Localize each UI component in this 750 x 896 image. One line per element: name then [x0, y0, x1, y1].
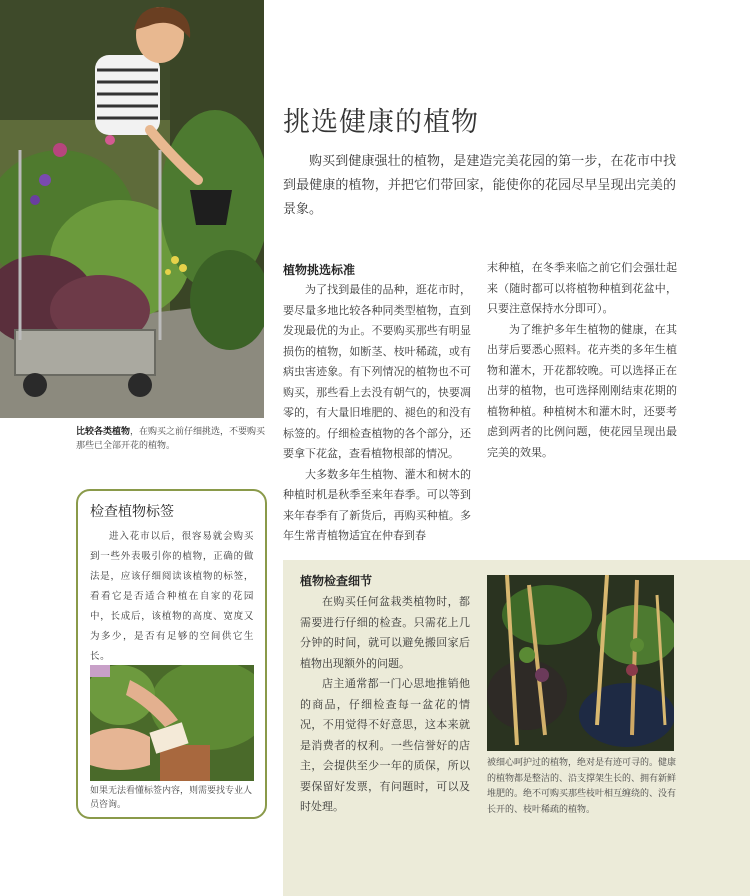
criteria-col1-p2: 大多数多年生植物、灌木和树木的种植时机是秋季至来年春季。可以等到来年春季有了新货后，再购买种植。多年生常青植物适宜在仲春到春: [283, 467, 471, 542]
criteria-col2-p1: 末种植，在冬季来临之前它们会强壮起来（随时都可以将植物种植到花盆中，只要注意保持水分即可）。: [487, 261, 677, 315]
main-photo-caption-bold: 比较各类植物: [76, 427, 131, 437]
criteria-column-1: [283, 280, 471, 547]
shopping-cart-plants-photo: [0, 0, 264, 418]
criteria-col1-p1: 为了找到最佳的品种，逛花市时，要尽量多地比较各种同类型植物，直到发现最优的为止。不要购买那些有明显损伤的植物，如断茎、枝叶稀疏，或有病虫害迹象。有下列情况的植物也不可购买，那些看上去没有朝气的，快要凋零的，有大量旧堆肥的、褪色的和没有标签的。仔细检查植物的各个部分，还要拿下花盆，查看植物根部的情况。: [283, 283, 471, 460]
details-p2: 店主通常都一门心思地推销他的商品，仔细检查每一盆花的情况，不用觉得不好意思，这本来就是消费者的权利。一些信誉好的店主，会提供至少一年的质保，所以要保留好发票，有问题时，可以及时处理。: [300, 677, 470, 813]
main-photo-caption: [76, 425, 266, 453]
label-box-text: 进入花市以后，很容易就会购买到一些外表吸引你的植物，正确的做法是，应该仔细阅读该植物的标签，看看它是否适合种植在自家的花园中，长成后，该植物的高度、宽度又为多少，是否有足够的空间供它生长。: [90, 531, 254, 662]
label-box-caption: 如果无法看懂标签内容，则需要找专业人员咨询。: [90, 786, 253, 810]
details-photo-caption: 被细心呵护过的植物，绝对是有迹可寻的。健康的植物都是整洁的、沿支撑架生长的、拥有新鲜堆肥的。绝不可购买那些枝叶相互缠绕的、没有长开的、枝叶稀疏的植物。: [487, 758, 677, 815]
criteria-col2-p2: 为了维护多年生植物的健康，在其出芽后要悉心照料。花卉类的多年生植物和灌木，开花都较晚。可以选择正在出芽的植物，也可选择刚刚结束花期的植物种植。种植树木和灌木时，还要考虑到两者的比例问题，使花园呈现出最完美的效果。: [487, 322, 677, 459]
details-heading: 植物检查细节: [300, 574, 373, 588]
label-box-heading: 检查植物标签: [90, 504, 174, 520]
main-photo-caption-text: ，在购买之前仔细挑选，不要购买那些已全部开花的植物。: [76, 427, 266, 451]
page-title: 挑选健康的植物: [283, 107, 479, 138]
bamboo-supported-pots-photo: [487, 575, 674, 751]
intro-paragraph: 购买到健康强壮的植物，是建造完美花园的第一步，在花市中找到最健康的植物，并把它们带回家，能使你的花园尽早呈现出完美的景象。: [283, 154, 676, 217]
details-p1: 在购买任何盆栽类植物时，都需要进行仔细的检查。只需花上几分钟的时间，就可以避免搬回家后植物出现额外的问题。: [300, 595, 470, 670]
details-panel: [283, 560, 750, 896]
label-check-box: [76, 489, 267, 819]
details-text: [300, 592, 470, 818]
criteria-column-2: [487, 258, 677, 463]
hands-reading-plant-label-photo: [90, 665, 254, 781]
criteria-heading: 植物挑选标准: [283, 263, 356, 277]
